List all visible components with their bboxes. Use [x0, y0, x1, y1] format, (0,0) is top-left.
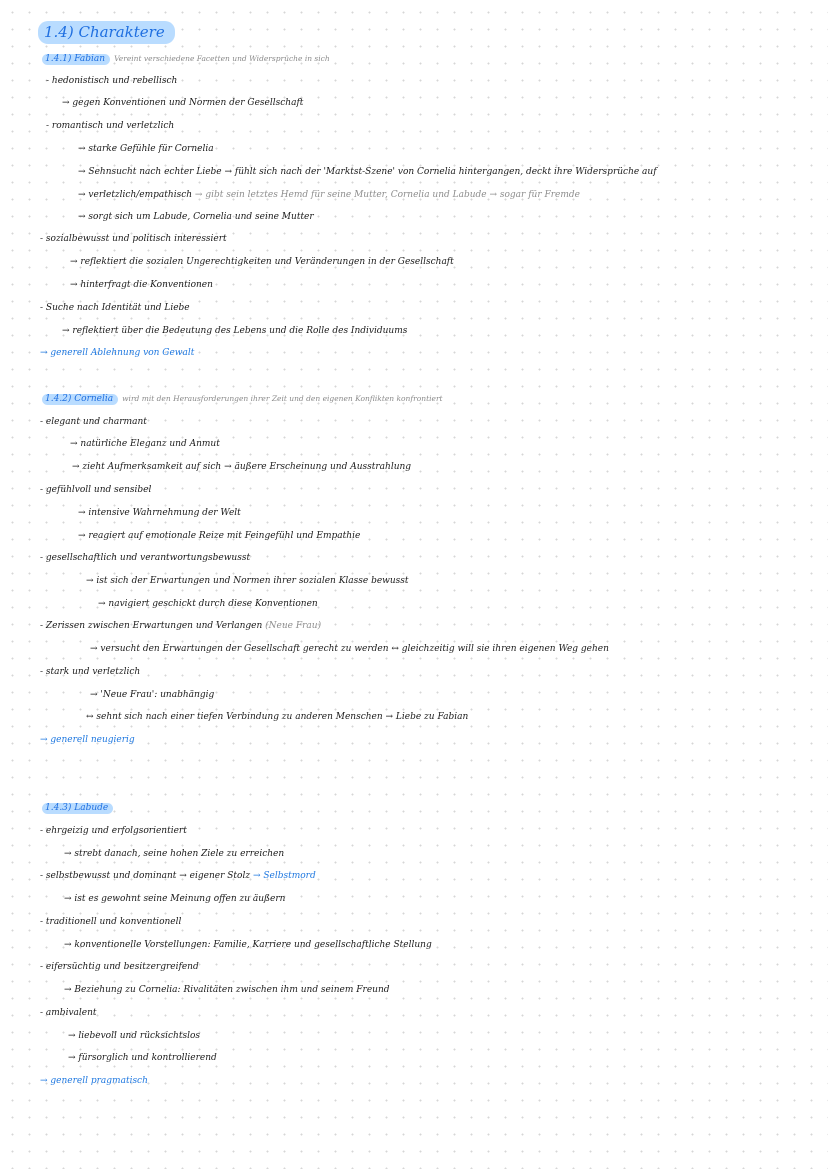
note-line: - ehrgeizig und erfolgsorientiert — [40, 826, 187, 836]
note-line: → reflektiert über die Bedeutung des Lebens und die Rolle des Individuums — [62, 326, 408, 336]
note-line: → konventionelle Vorstellungen: Familie, Karriere und gesellschaftliche Stellung — [64, 940, 432, 950]
note-line: → ist es gewohnt seine Meinung offen zu äußern — [64, 894, 286, 904]
note-line: → hinterfragt die Konventionen — [70, 280, 213, 290]
note-line: → sorgt sich um Labude, Cornelia und seine Mutter — [78, 212, 314, 222]
note-line: → reagiert auf emotionale Reize mit Feingefühl und Empathie — [78, 531, 361, 541]
note-line: → intensive Wahrnehmung der Welt — [78, 508, 241, 518]
note-line-summary: → generell Ablehnung von Gewalt — [40, 348, 195, 358]
note-line — [78, 189, 580, 201]
note-line: → natürliche Eleganz und Anmut — [70, 439, 220, 449]
note-line: - gefühlvoll und sensibel — [40, 485, 152, 495]
note-line: - ambivalent — [40, 1008, 97, 1018]
note-line: - Suche nach Identität und Liebe — [40, 303, 190, 313]
note-line: - stark und verletzlich — [40, 667, 141, 677]
note-line: → liebevoll und rücksichtslos — [68, 1031, 200, 1041]
note-line: - romantisch und verletzlich — [46, 121, 175, 131]
section-subtitle: Vereint verschiedene Facetten und Widersprüche in sich — [114, 54, 330, 63]
note-line — [40, 870, 316, 882]
note-line: → versucht den Erwartungen der Gesellschaft gerecht zu werden ↔ gleichzeitig will sie ihren eigenen Weg gehen — [90, 644, 609, 654]
note-line: → zieht Aufmerksamkeit auf sich → äußere Erscheinung und Ausstrahlung — [72, 462, 412, 472]
note-line-extra: → Selbstmord — [252, 871, 316, 881]
note-line: - elegant und charmant — [40, 417, 147, 427]
note-line: → strebt danach, seine hohen Ziele zu erreichen — [64, 849, 285, 859]
note-line: → Sehnsucht nach echter Liebe → fühlt sich nach der 'Marktst-Szene' von Cornelia hintergangen, deckt ihre Widersprüche auf — [78, 167, 657, 177]
section-heading-label: 1.4.2) Cornelia — [42, 394, 118, 405]
note-line: → gegen Konventionen und Normen der Gesellschaft — [62, 98, 304, 108]
note-line-summary: → generell neugierig — [40, 735, 135, 745]
note-line: ↔ sehnt sich nach einer tiefen Verbindung zu anderen Menschen → Liebe zu Fabian — [86, 712, 469, 722]
note-line: - hedonistisch und rebellisch — [46, 76, 178, 86]
note-line: → reflektiert die sozialen Ungerechtigkeiten und Veränderungen in der Gesellschaft — [70, 257, 454, 267]
note-line: - traditionell und konventionell — [40, 917, 182, 927]
section-heading-cornelia — [42, 393, 443, 405]
note-line: - eifersüchtig und besitzergreifend — [40, 962, 199, 972]
note-line-text: → verletzlich/empathisch — [78, 190, 193, 200]
page-title: 1.4) Charaktere — [38, 21, 175, 44]
section-heading-label: 1.4.3) Labude — [42, 803, 113, 814]
note-line — [40, 620, 321, 632]
section-heading-fabian — [42, 53, 330, 65]
note-line: → fürsorglich und kontrollierend — [68, 1053, 217, 1063]
section-subtitle: wird mit den Herausforderungen ihrer Zeit und den eigenen Konflikten konfrontiert — [122, 394, 443, 403]
note-line-text: - Zerissen zwischen Erwartungen und Verlangen — [40, 621, 263, 631]
note-line: - gesellschaftlich und verantwortungsbewusst — [40, 553, 251, 563]
section-heading-labude — [42, 802, 113, 814]
note-line: - sozialbewusst und politisch interessiert — [40, 234, 227, 244]
note-line: → 'Neue Frau': unabhängig — [90, 690, 215, 700]
section-heading-label: 1.4.1) Fabian — [42, 54, 110, 65]
note-line-extra: → gibt sein letztes Hemd für seine Mutter, Cornelia und Labude → sogar für Fremde — [194, 190, 580, 200]
note-line-summary: → generell pragmatisch — [40, 1076, 148, 1086]
note-line: → navigiert geschickt durch diese Konventionen — [98, 599, 318, 609]
note-line-extra: (Neue Frau) — [265, 621, 322, 631]
note-line-text: - selbstbewusst und dominant → eigener Stolz — [40, 871, 251, 881]
note-line: → ist sich der Erwartungen und Normen ihrer sozialen Klasse bewusst — [86, 576, 409, 586]
note-line: → starke Gefühle für Cornelia — [78, 144, 214, 154]
note-line: → Beziehung zu Cornelia: Rivalitäten zwischen ihm und seinem Freund — [64, 985, 390, 995]
